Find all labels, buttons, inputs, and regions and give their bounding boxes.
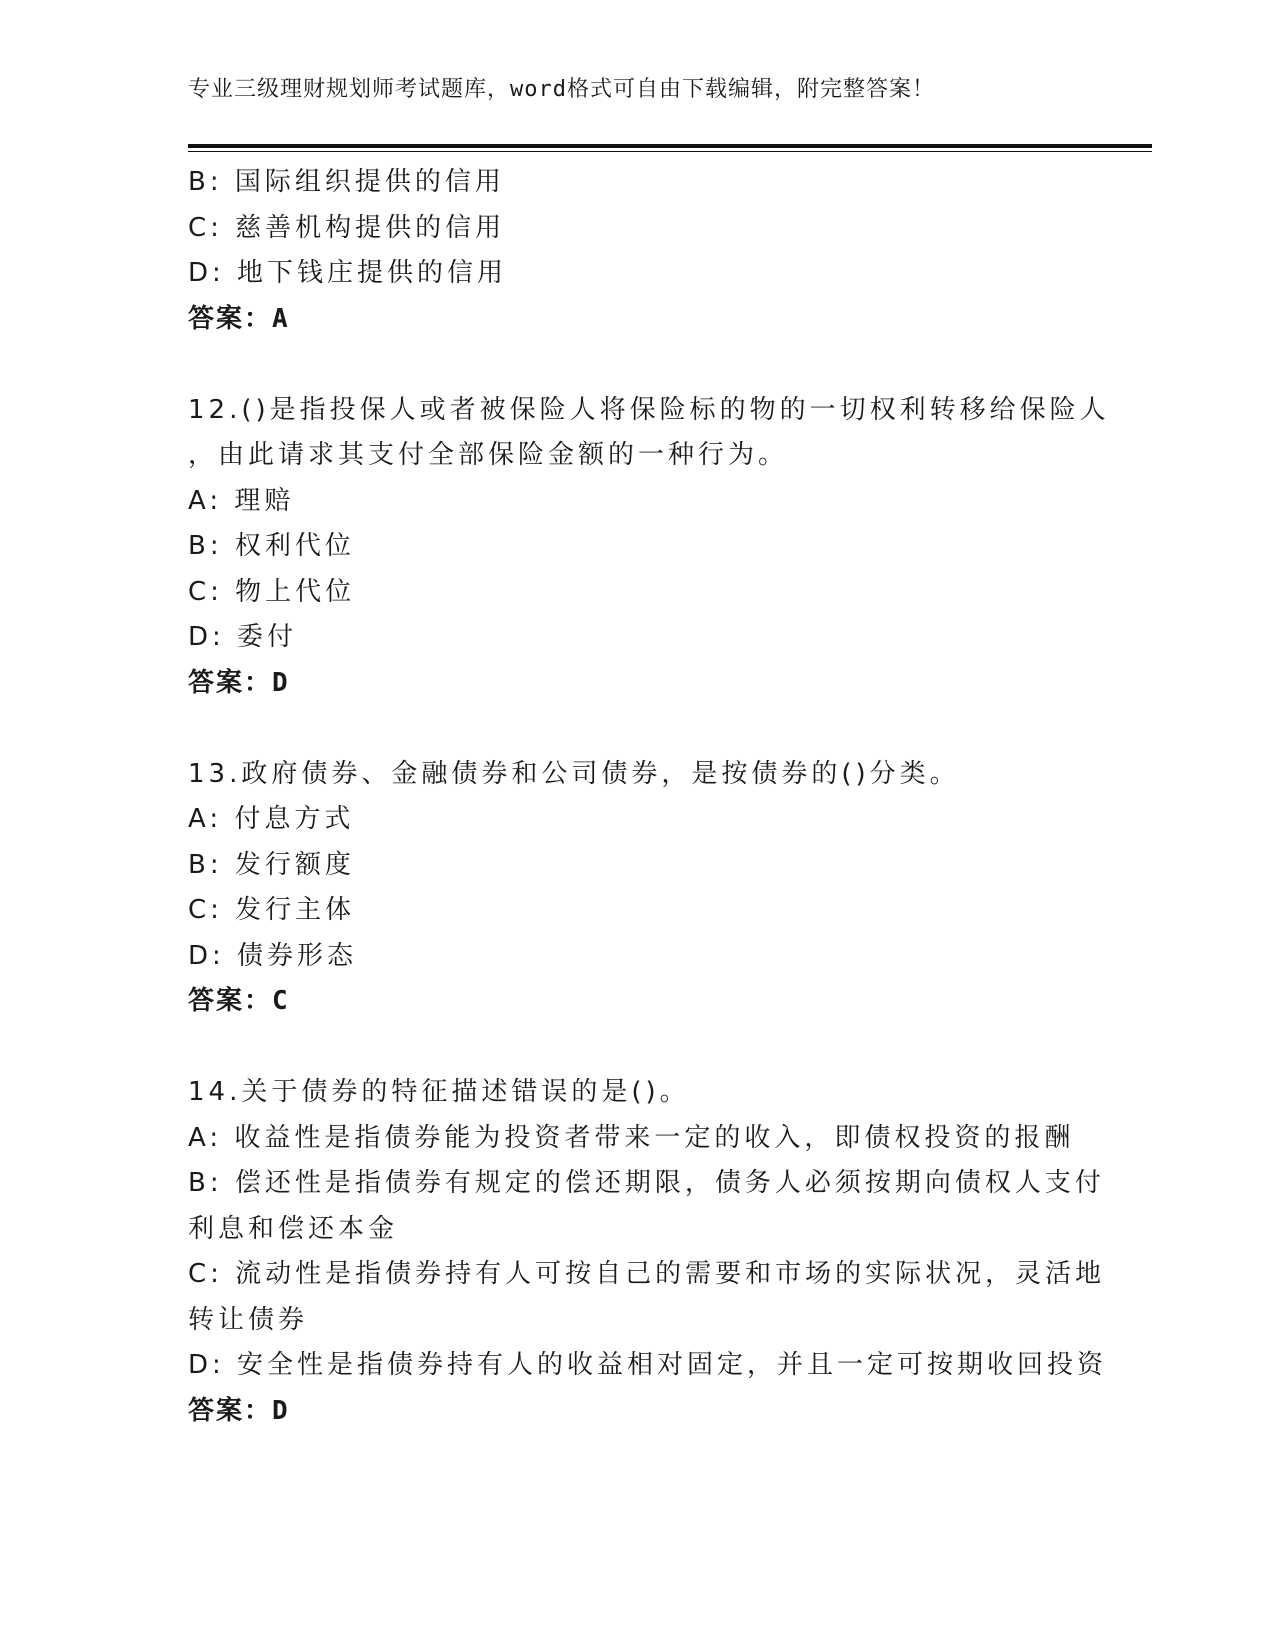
question-13: [188, 752, 1088, 1025]
option-c: C: 物上代位: [188, 576, 356, 607]
option-a: A: 理赔: [188, 485, 295, 516]
question-number: 14.: [188, 1077, 242, 1107]
question-stem-text: 政府债券、金融债券和公司债券，是按债券的()分类。: [241, 758, 960, 789]
option-c: C: 慈善机构提供的信用: [188, 212, 506, 243]
spacer: [188, 1025, 1088, 1071]
answer-value: A: [272, 303, 290, 334]
question-14: [188, 1070, 1108, 1434]
question-11-fragment: [188, 160, 1088, 342]
answer-label: 答案：: [188, 986, 273, 1016]
option-d: D: 安全性是指债券持有人的收益相对固定，并且一定可按期收回投资: [188, 1350, 1108, 1380]
question-stem: [188, 752, 1088, 798]
question-stem: [188, 1070, 1088, 1116]
option-b: B: 国际组织提供的信用: [188, 167, 505, 197]
option-d: D: 委付: [188, 622, 298, 652]
question-stem-text: 关于债券的特征描述错误的是()。: [241, 1077, 690, 1107]
option-b: B: 发行额度: [188, 849, 355, 880]
option-c: C: 流动性是指债券持有人可按自己的需要和市场的实际状况，灵活地: [188, 1259, 1106, 1289]
question-stem-continuation: ，由此请求其支付全部保险金额的一种行为。: [188, 440, 789, 470]
question-number: 13.: [188, 758, 242, 789]
question-stem-text: ()是指投保人或者被保险人将保险标的物的一切权利转移给保险人: [241, 394, 1110, 425]
answer-line: [188, 1389, 1088, 1435]
question-12: [188, 388, 1110, 707]
option-c: C: 发行主体: [188, 895, 356, 925]
answer-line: [188, 979, 1088, 1025]
answer-value: D: [272, 667, 290, 698]
header-rule-thick: [188, 144, 1152, 148]
page-header: 专业三级理财规划师考试题库，word格式可自由下载编辑，附完整答案！: [188, 77, 935, 102]
option-d: D: 债券形态: [188, 940, 358, 971]
question-stem: [188, 388, 1110, 434]
answer-value: C: [272, 986, 290, 1016]
answer-line: [188, 297, 1088, 343]
document-body: [188, 160, 1110, 1434]
option-a: A: 收益性是指债券能为投资者带来一定的收入，即债权投资的报酬: [188, 1122, 1075, 1153]
answer-value: D: [272, 1395, 290, 1426]
answer-label: 答案：: [188, 303, 273, 334]
answer-label: 答案：: [188, 1395, 273, 1426]
option-d: D: 地下钱庄提供的信用: [188, 258, 508, 288]
option-a: A: 付息方式: [188, 804, 355, 834]
question-number: 12.: [188, 394, 242, 425]
header-rule-thin: [188, 151, 1152, 152]
answer-label: 答案：: [188, 667, 273, 698]
answer-line: [188, 661, 1088, 707]
option-b-continuation: 利息和偿还本金: [188, 1213, 399, 1244]
spacer: [188, 706, 1088, 752]
option-b: B: 偿还性是指债券有规定的偿还期限，债务人必须按期向债权人支付: [188, 1168, 1105, 1198]
option-b: B: 权利代位: [188, 531, 355, 561]
option-c-continuation: 转让债券: [188, 1304, 309, 1335]
spacer: [188, 342, 1088, 388]
